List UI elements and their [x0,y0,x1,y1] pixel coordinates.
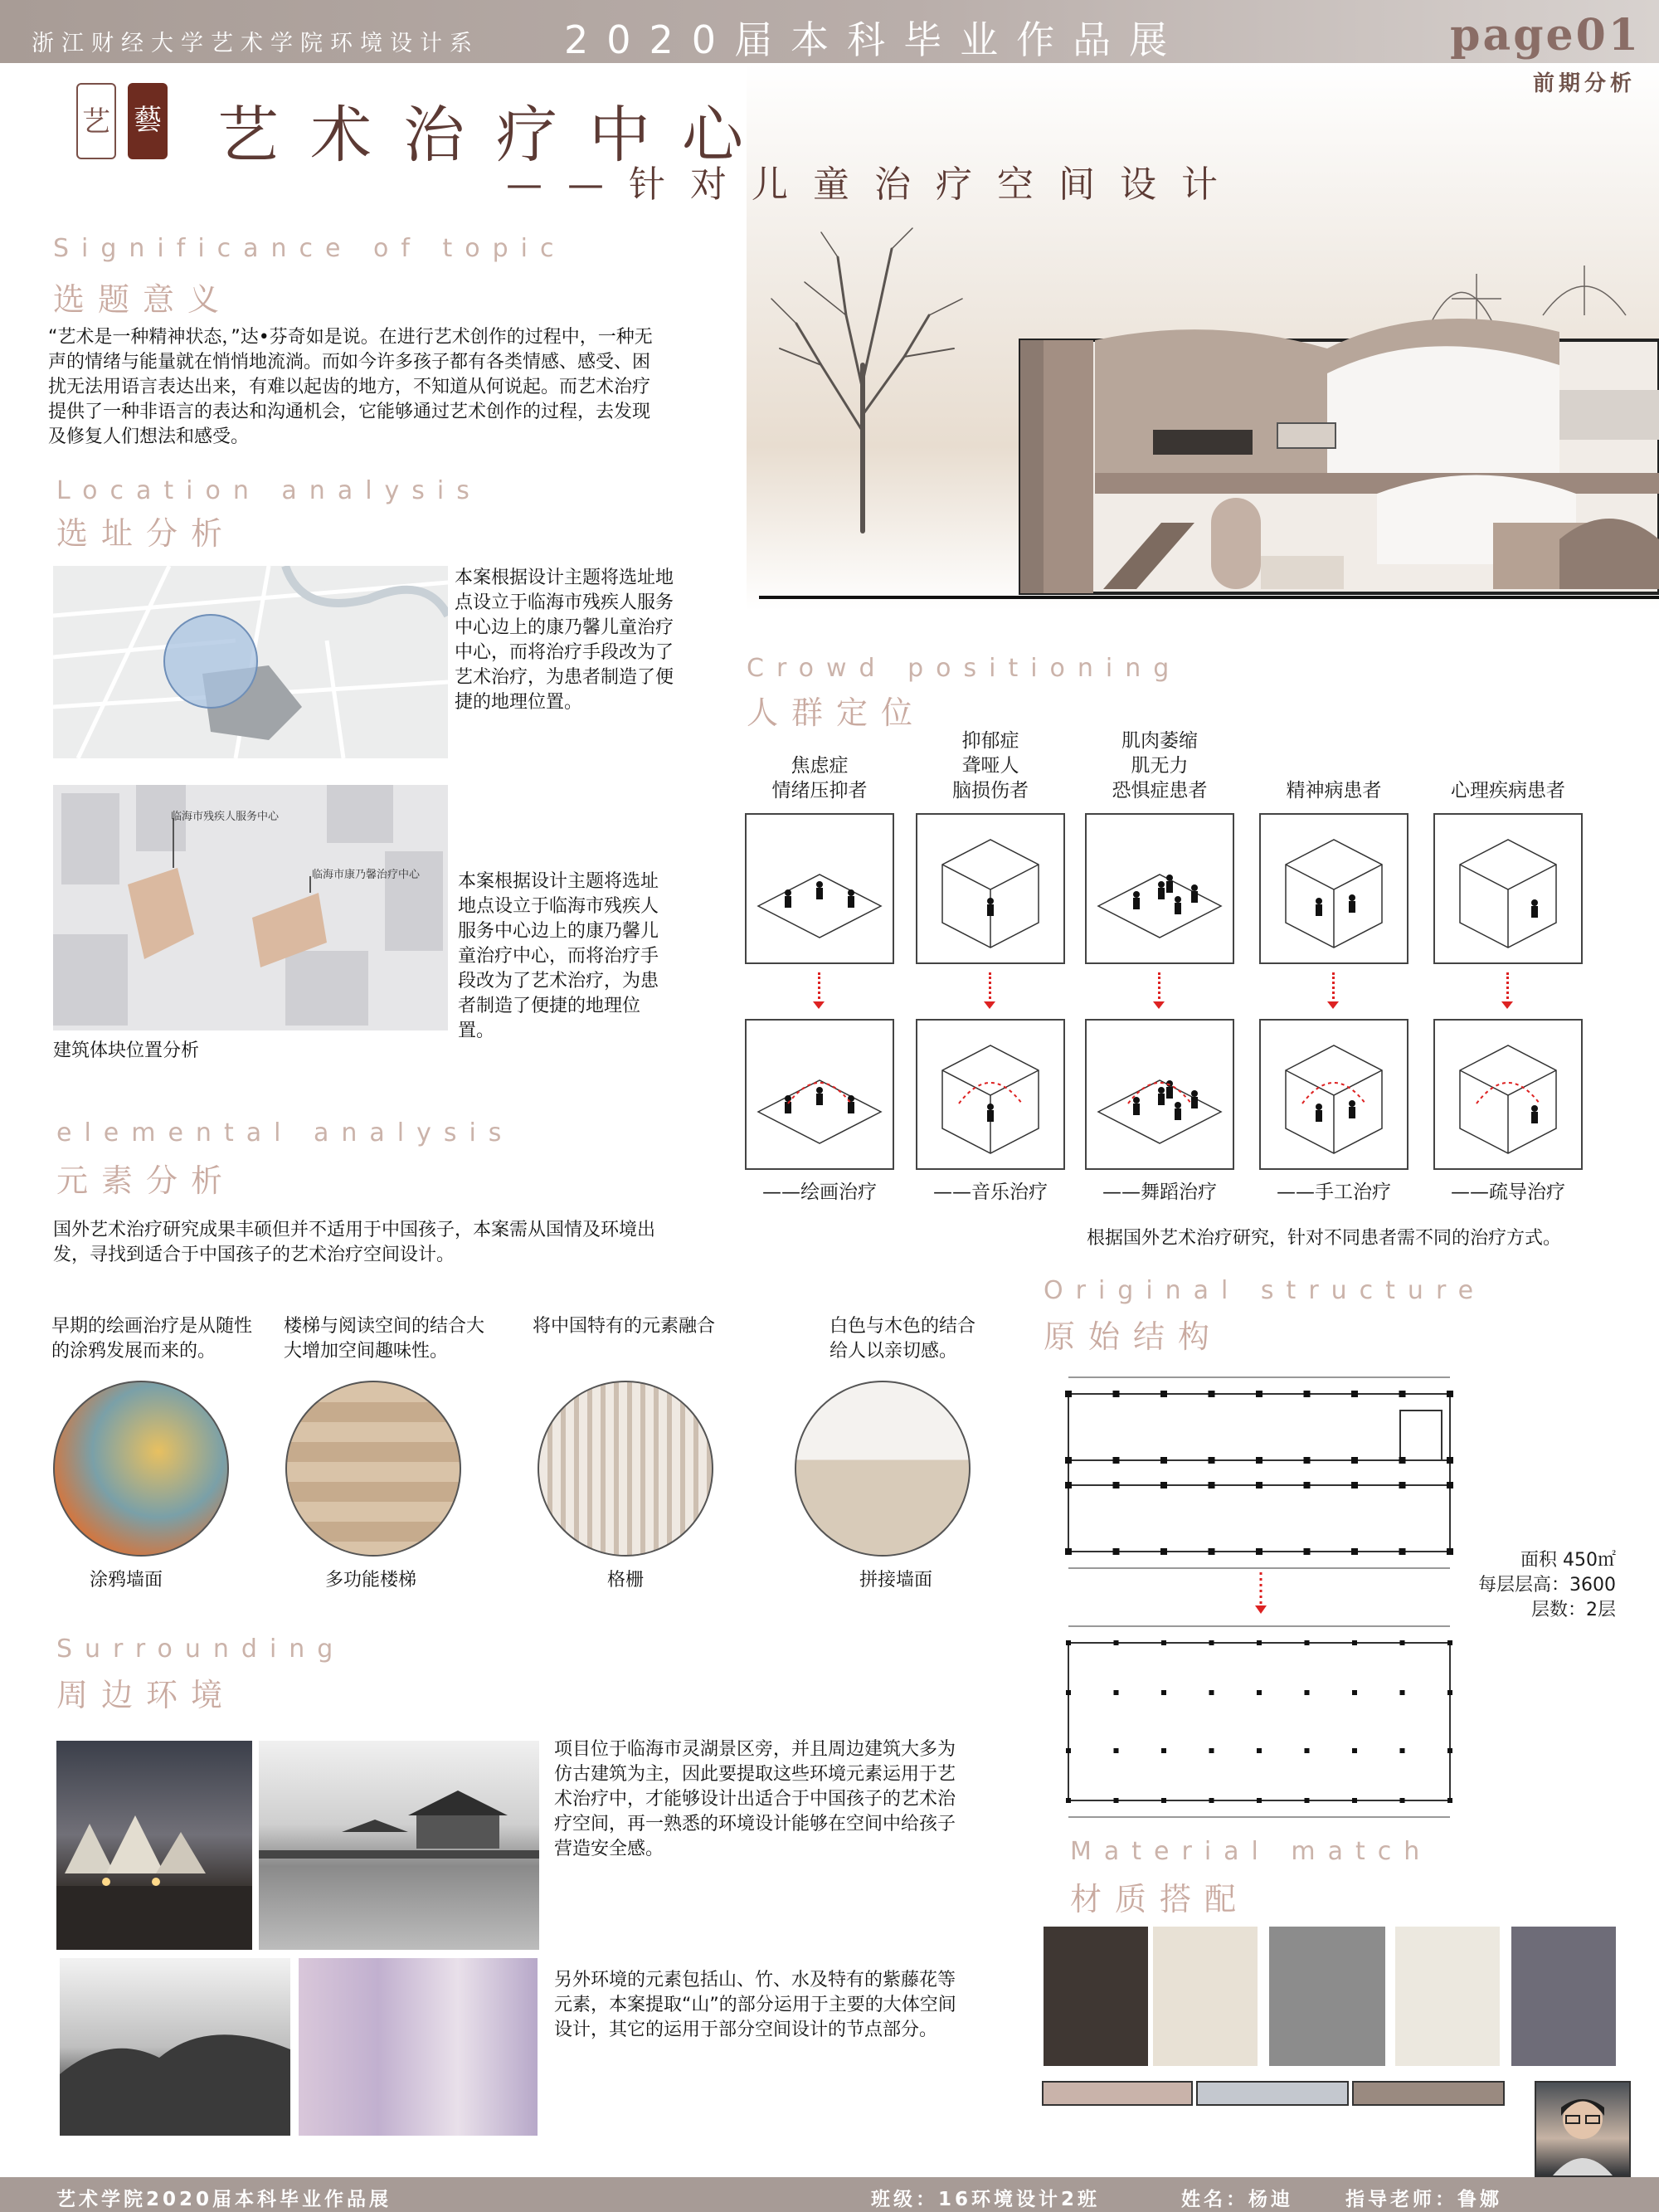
down-arrow-icon [1506,972,1510,1004]
significance-text: “艺术是一种精神状态，”达•芬奇如是说。在进行艺术创作的过程中，一种无声的情绪与能量就在悄悄地流淌。而如今许多孩子都有各类情感、感受、困扰无法用语言表达出来，有难以起齿的地方，不知道从何说起。而艺术治疗提供了一种非语言的表达和沟通机会，它能够通过艺术创作的过程，去发现及修复人们想法和感受。 [48,327,653,447]
page-title: 艺术治疗中心 [217,100,775,171]
down-arrow-icon [989,972,992,1004]
element-photo [795,1381,971,1557]
therapy-label: ——绘画治疗 [762,1182,877,1203]
crowd-therapy-diagram [916,1019,1065,1170]
location-text-2: 本案根据设计主题将选址地点设立于临海市残疾人服务中心边上的康乃馨儿童治疗中心，而将治疗手段改为了艺术治疗，为患者制造了便捷的地理位置。 [458,871,659,1041]
wisteria-photo [299,1958,538,2136]
building-section-drawing [747,224,1659,614]
crowd-patient-diagram [1085,813,1234,964]
footer-band [0,2177,1659,2212]
logo [76,83,169,159]
element-name: 格栅 [607,1570,645,1591]
material-swatch [1153,1927,1258,2066]
svg-text:临海市康乃馨治疗中心: 临海市康乃馨治疗中心 [312,869,421,881]
logo-mark-light: 艺 [76,83,116,159]
element-name: 涂鸦墙面 [90,1570,163,1591]
location-map [53,566,448,758]
crowd-patient-diagram [1433,813,1583,964]
header-band [0,0,1659,63]
floor-plans [1044,1369,1475,1834]
element-description: 早期的绘画治疗是从随性的涂鸦发展而来的。 [51,1316,253,1362]
element-description: 白色与木色的结合给人以亲切感。 [830,1316,976,1362]
crowd-therapy-diagram [1433,1019,1583,1170]
svg-text:临海市残疾人服务中心: 临海市残疾人服务中心 [171,811,280,823]
crowd-patient-diagram [1259,813,1408,964]
elemental-heading-zh: 元素分析 [56,1162,236,1199]
logo-mark-dark: 藝 [128,83,168,159]
material-swatch [1395,1927,1500,2066]
exhibition-title: 2020届本科毕业作品展 [564,17,1186,62]
therapy-label: ——音乐治疗 [933,1182,1048,1203]
floor-height-value: 每层层高：3600 [1478,1575,1616,1596]
color-bar [1042,2081,1193,2106]
crowd-therapy-diagram [1259,1019,1408,1170]
footer-exhibition: 艺术学院2020届本科毕业作品展 [56,2189,392,2210]
mountain-photo [60,1958,290,2136]
structure-heading-zh: 原始结构 [1044,1318,1224,1355]
location-heading-zh: 选址分析 [56,515,236,552]
floor-count-value: 层数：2层 [1531,1600,1616,1620]
surrounding-heading-zh: 周边环境 [56,1677,236,1713]
avatar [1535,2081,1631,2177]
location-text-1: 本案根据设计主题将选址地点设立于临海市残疾人服务中心边上的康乃馨儿童治疗中心，而将治疗手段改为了艺术治疗，为患者制造了便捷的地理位置。 [455,568,674,713]
page-section: 前期分析 [1532,71,1636,96]
material-swatch [1269,1927,1385,2066]
crowd-group-label: 精神病患者 [1286,780,1382,801]
surrounding-text-1: 项目位于临海市灵湖景区旁，并且周边建筑大多为仿古建筑为主，因此要提取这些环境元素运用于艺术治疗中，才能够设计出适合于中国孩子的艺术治疗空间，再一熟悉的环境设计能够在空间中给孩子营造安全感。 [554,1739,956,1859]
massing-caption: 建筑体块位置分析 [53,1040,200,1061]
therapy-label: ——舞蹈治疗 [1102,1182,1217,1203]
page-subtitle: ——针对儿童治疗空间设计 [506,163,1243,206]
material-swatch [1511,1927,1616,2066]
color-bar [1196,2081,1349,2106]
crowd-group-label: 抑郁症 聋哑人 脑损伤者 [952,730,1029,801]
area-value: 面积 450㎡ [1520,1550,1616,1571]
material-heading-zh: 材质搭配 [1070,1881,1250,1917]
crowd-note: 根据国外艺术治疗研究，针对不同患者需不同的治疗方式。 [1087,1228,1562,1249]
footer-class: 班级：16环境设计2班 [871,2189,1101,2210]
elemental-text: 国外艺术治疗研究成果丰硕但并不适用于中国孩子，本案需从国情及环境出发，寻找到适合于中国孩子的艺术治疗空间设计。 [53,1220,656,1265]
material-swatch [1044,1927,1148,2066]
element-description: 将中国特有的元素融合 [533,1316,716,1337]
down-arrow-icon [818,972,821,1004]
element-description: 楼梯与阅读空间的结合大大增加空间趣味性。 [284,1316,485,1362]
element-name: 多功能楼梯 [325,1570,417,1591]
structure-stats [1450,1548,1616,1623]
structure-heading-en: Original structure [1044,1276,1486,1305]
crowd-patient-diagram [916,813,1065,964]
crowd-group-label: 焦虑症 情绪压抑者 [771,755,868,801]
surrounding-heading-en: Surrounding [56,1635,346,1664]
surrounding-text-2: 另外环境的元素包括山、竹、水及特有的紫藤花等元素，本案提取“山”的部分运用于主要的大体空间设计，其它的运用于部分空间设计的节点部分。 [554,1970,956,2040]
footer-advisor: 指导老师：鲁娜 [1345,2189,1502,2210]
therapy-label: ——手工治疗 [1277,1182,1391,1203]
element-photo [538,1381,713,1557]
crowd-patient-diagram [745,813,894,964]
down-arrow-icon [1332,972,1335,1004]
color-bar [1352,2081,1505,2106]
crowd-group-label: 心理疾病患者 [1451,780,1565,801]
footer-name: 姓名：杨迪 [1181,2189,1293,2210]
location-heading-en: Location analysis [56,476,482,505]
element-name: 拼接墙面 [859,1570,933,1591]
significance-heading-zh: 选题意义 [53,281,233,318]
down-arrow-icon [1158,972,1161,1004]
lake-night-photo [56,1741,252,1950]
therapy-label: ——疏导治疗 [1451,1182,1565,1203]
crowd-heading-zh: 人群定位 [747,694,927,731]
significance-heading-en: Significance of topic [53,234,567,263]
crowd-therapy-diagram [1085,1019,1234,1170]
material-heading-en: Material match [1070,1837,1433,1866]
pavilion-photo [259,1741,539,1950]
element-photo [53,1381,229,1557]
massing-map [53,785,448,1030]
crowd-heading-en: Crowd positioning [747,654,1182,683]
crowd-therapy-diagram [745,1019,894,1170]
school-name: 浙江财经大学艺术学院环境设计系 [32,31,479,56]
page-number: page01 [1450,10,1641,61]
crowd-group-label: 肌肉萎缩 肌无力 恐惧症患者 [1112,730,1208,801]
element-photo [285,1381,461,1557]
elemental-heading-en: elemental analysis [56,1118,514,1147]
